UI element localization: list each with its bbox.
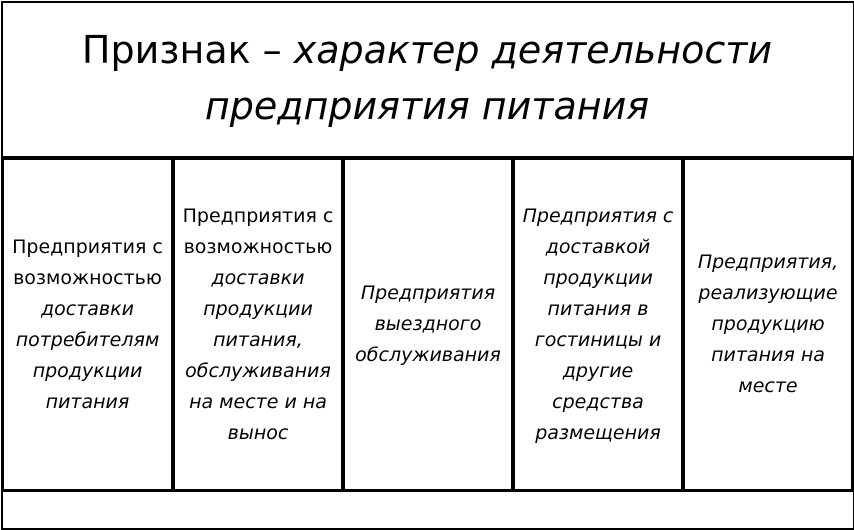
bottom-divider [1,490,853,492]
category-2-line-7: на месте и на [189,390,327,413]
category-text-3 [351,278,505,371]
category-1-line-1: Предприятия с [12,235,163,258]
category-2-line-2: возможностью [183,235,333,258]
category-4-line-3: продукции [543,266,653,289]
category-1-line-5: продукции [32,359,143,382]
title-line-1 [0,22,854,78]
category-4-line-1: Предприятия с [522,204,674,227]
category-1-line-3: доставки [41,297,134,320]
category-5-line-5: месте [738,375,798,397]
category-4-line-2: доставкой [545,235,651,258]
category-2-line-6: обслуживания [185,359,331,382]
category-3-line-2: выездного [374,313,482,335]
category-4-line-8: размещения [535,421,661,444]
category-5-line-4: питания на [711,344,825,366]
category-2-line-8: вынос [227,421,289,444]
category-4-line-4: питания в [547,297,649,320]
category-cell-5 [683,158,853,491]
category-3-line-1: Предприятия [360,282,496,304]
category-1-line-6: питания [45,390,130,413]
title-italic-part-1: характер деятельности [293,28,773,72]
category-4-line-7: средства [552,390,644,413]
category-text-1 [8,232,167,418]
category-5-line-3: продукцию [711,313,825,335]
diagram-title [0,22,854,134]
category-2-line-5: питания, [213,328,303,351]
category-cell-4 [513,158,683,491]
category-5-line-1: Предприятия, [697,251,839,273]
category-3-line-3: обслуживания [355,344,501,366]
category-1-line-2: возможностью [13,266,162,289]
title-line-2: предприятия питания [204,84,650,128]
category-4-line-5: гостиницы и [534,328,662,351]
category-4-line-6: другие [562,359,634,382]
category-row [2,158,853,491]
category-cell-1 [2,158,173,491]
category-cell-2 [173,158,343,491]
category-text-5 [694,247,842,402]
title-prefix: Признак – [81,28,294,72]
category-cell-3 [343,158,513,491]
category-2-line-1: Предприятия с [182,204,334,227]
category-text-4 [519,201,678,449]
category-1-line-4: потребителям [15,328,160,351]
category-text-2 [179,201,338,449]
category-2-line-3: доставки [211,266,305,289]
category-2-line-4: продукции [203,297,313,320]
category-5-line-2: реализующие [698,282,838,304]
